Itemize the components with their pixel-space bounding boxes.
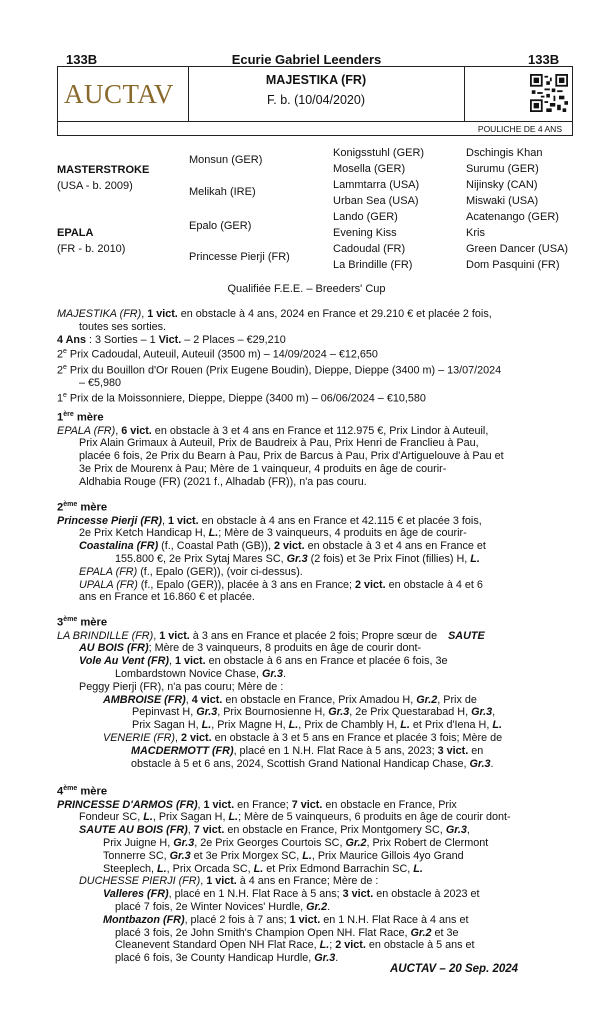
record-line: 2e Prix du Bouillon d'Or Rouen (Prix Eugene Boudin), Dieppe, Dieppe (3400 m) – 13/07/2024 bbox=[57, 363, 502, 377]
title-box bbox=[57, 66, 573, 136]
pedigree-gen3-2: Mosella (GER) bbox=[333, 163, 406, 175]
sire-info: (USA - b. 2009) bbox=[57, 180, 133, 192]
record-line: – €5,980 bbox=[79, 377, 122, 390]
pedigree-gen4-2: Surumu (GER) bbox=[466, 163, 539, 175]
stable-name: Ecurie Gabriel Leenders bbox=[231, 52, 382, 67]
pedigree-gen2-3: Epalo (GER) bbox=[189, 220, 252, 232]
category-label: POULICHE DE 4 ANS bbox=[477, 124, 562, 134]
pedigree-gen4-1: Dschingis Khan bbox=[466, 147, 543, 159]
pedigree-gen4-6: Kris bbox=[466, 227, 485, 239]
footer-signature: AUCTAV – 20 Sep. 2024 bbox=[390, 963, 519, 975]
first-dam-section: 1ère mère EPALA (FR), 6 vict. en obstacle à 3 et 4 ans en France et 112.975 €, Prix Lindor à Auteuil, Prix Alain Grimaux à Auteuil, Prix de Baudreix à Pau, Prix Henri de Franclieu à Pau, placée 6 fois, 2e Prix du Bearn à Pau, Prix de Barcus à Pau, Prix d'Artiguelouve à Pau et 3e Prix de Mourenx à Pau; Mère de 1 vainqueur, 4 produits en âge de courir- Aldhabia Rouge (FR) (2021 f., Alhadab (FR)), n'a pas couru. bbox=[57, 409, 587, 489]
third-dam-section: 3ème mère LA BRINDILLE (FR), 1 vict. à 3 ans en France et placée 2 fois; Propre sœur de SAUTE AU BOIS (FR); Mère de 3 vainqueurs, 8 produits en âge de courir dont- Vole Au Vent (FR), 1 vict. en obstacle à 6 ans en France et placée 6 fois, 3e Lombardstown Novice Chase, Gr.3. Peggy Pierji (FR), n'a pas couru; Mère de : AMBROISE (FR), 4 vict. en obstacle en France, Prix Amadou H, Gr.2, Prix de Pepinvast H, Gr.3, Prix Bournosienne H, Gr.3, 2e Prix Questarabad H, Gr.3, Prix Sagan H, L., Prix Magne H, L., Prix de Chambly H, L. et Prix d'Iena H, L. VENERIE (FR), 2 vict. en obstacle à 3 et 5 ans en France et placée 3 fois; Mère de MACDERMOTT (FR), placé en 1 N.H. Flat Race à 5 ans, 2023; 3 vict. en obstacle à 5 et 6 ans, 2024, Scottish Grand National Handicap Chase, Gr.3. bbox=[57, 614, 587, 770]
second-dam-section: 2ème mère Princesse Pierji (FR), 1 vict. en obstacle à 4 ans en France et 42.115 € et placée 3 fois, 2e Prix Ketch Handicap H, L.; Mère de 3 vainqueurs, 4 produits en âge de courir- Coastalina (FR) (f., Coastal Path (GB)), 2 vict. en obstacle à 3 et 4 ans en France et 155.800 €, 2e Prix Sytaj Mares SC, Gr.3 (2 fois) et 3e Prix Finot (fillies) H, L. EPALA (FR) (f., Epalo (GER)), (voir ci-dessus). UPALA (FR) (f., Epalo (GER)), placée à 3 ans en France; 2 vict. en obstacle à 4 et 6 ans en France et 16.860 € et placée. bbox=[57, 499, 587, 604]
section-title: 1ère mère bbox=[57, 411, 104, 424]
pedigree-gen3-1: Konigsstuhl (GER) bbox=[333, 147, 425, 159]
section-title: 2ème mère bbox=[57, 501, 108, 514]
dam-info: (FR - b. 2010) bbox=[57, 243, 126, 255]
sire-name: MASTERSTROKE bbox=[57, 164, 150, 176]
section-title: 3ème mère bbox=[57, 616, 108, 629]
pedigree-gen3-6: Evening Kiss bbox=[333, 227, 397, 239]
record-line: toutes ses sorties. bbox=[79, 320, 167, 333]
pedigree-gen4-7: Green Dancer (USA) bbox=[466, 243, 569, 255]
pedigree-gen2-4: Princesse Pierji (FR) bbox=[189, 251, 290, 263]
qualification: Qualifiée F.E.E. – Breeders' Cup bbox=[227, 283, 386, 295]
record-line: 4 Ans : 3 Sorties – 1 Vict. – 2 Places – €29,210 bbox=[57, 333, 286, 346]
pedigree-gen3-8: La Brindille (FR) bbox=[333, 259, 413, 271]
pedigree-gen2-1: Monsun (GER) bbox=[189, 154, 263, 166]
pedigree-gen4-3: Nijinsky (CAN) bbox=[466, 179, 538, 191]
horse-description: F. b. (10/04/2020) bbox=[267, 93, 365, 107]
pedigree-gen4-4: Miswaki (USA) bbox=[466, 195, 539, 207]
dam-name: EPALA bbox=[57, 227, 94, 239]
lot-number-left: 133B bbox=[66, 52, 98, 67]
pedigree-gen2-2: Melikah (IRE) bbox=[189, 186, 256, 198]
pedigree-gen3-5: Lando (GER) bbox=[333, 211, 398, 223]
lot-number-right: 133B bbox=[528, 52, 560, 67]
pedigree-gen4-5: Acatenango (GER) bbox=[466, 211, 559, 223]
record-line: MAJESTIKA (FR), 1 vict. en obstacle à 4 ans, 2024 en France et 29.210 € et placée 2 fois, bbox=[57, 308, 492, 320]
horse-name: MAJESTIKA (FR) bbox=[265, 73, 367, 87]
race-record bbox=[57, 308, 587, 405]
pedigree-gen3-7: Cadoudal (FR) bbox=[333, 243, 406, 255]
record-line: 2e Prix Cadoudal, Auteuil, Auteuil (3500 m) – 14/09/2024 – €12,650 bbox=[57, 348, 378, 361]
section-title: 4ème mère bbox=[57, 785, 108, 798]
pedigree-gen3-3: Lammtarra (USA) bbox=[333, 179, 420, 191]
qr-code-icon bbox=[530, 74, 568, 112]
record-line: 1e Prix de la Moissonniere, Dieppe, Dieppe (3400 m) – 06/06/2024 – €10,580 bbox=[57, 391, 426, 405]
pedigree-gen4-8: Dom Pasquini (FR) bbox=[466, 259, 560, 271]
fourth-dam-section: 4ème mère PRINCESSE D'ARMOS (FR), 1 vict. en France; 7 vict. en obstacle en France, Prix Fondeur SC, L., Prix Sagan H, L.; Mère de 5 vainqueurs, 6 produits en âge de courir dont- SAUTE AU BOIS (FR), 7 vict. en obstacle en France, Prix Montgomery SC, Gr.3, Prix Juigne H, Gr.3, 2e Prix Georges Courtois SC, Gr.2, Prix Robert de Clermont Tonnerre SC, Gr.3 et 3e Prix Morgex SC, L., Prix Maurice Gillois 4yo Grand Steeplech, L., Prix Orcada SC, L. et Prix Edmond Barrachin SC, L. DUCHESSE PIERJI (FR), 1 vict. à 4 ans en France; Mère de : Valleres (FR), placé en 1 N.H. Flat Race à 5 ans; 3 vict. en obstacle à 2023 et placé 7 fois, 2e Winter Novices' Hurdle, Gr.2. Montbazon (FR), placé 2 fois à 7 ans; 1 vict. en 1 N.H. Flat Race à 4 ans et placé 3 fois, 2e John Smith's Champion Open NH. Flat Race, Gr.2 et 3e Cleanevent Standard Open NH Flat Race, L.; 2 vict. en obstacle à 5 ans et placé 6 fois, 3e County Handicap Hurdle, Gr.3. bbox=[57, 783, 587, 965]
pedigree-gen3-4: Urban Sea (USA) bbox=[333, 195, 419, 207]
auctav-logo: AUCTAV bbox=[64, 79, 174, 109]
